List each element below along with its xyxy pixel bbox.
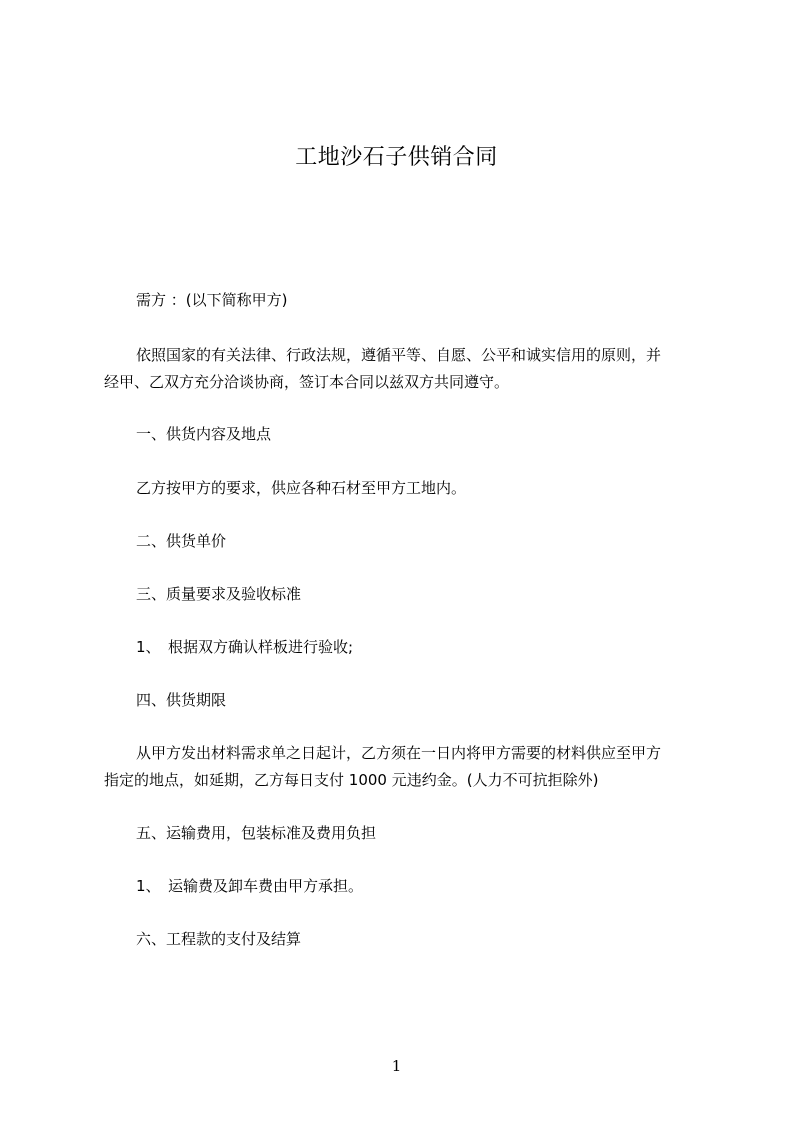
- section-5-item-1: [136, 876, 363, 896]
- section-2-heading: 二、供货单价: [136, 532, 227, 550]
- intro-line-1: 依照国家的有关法律、行政法规，遵循平等、自愿、公平和诚实信用的原则，并: [136, 346, 662, 364]
- section-5-item-1-text: 运输费及卸车费由甲方承担。: [168, 877, 364, 895]
- intro-line-2: 经甲、乙双方充分洽谈协商，签订本合同以兹双方共同遵守。: [104, 373, 510, 391]
- section-3-item-1: [136, 637, 353, 657]
- section-3-item-1-text: 根据双方确认样板进行验收;: [168, 638, 354, 656]
- page-number: 1: [391, 1057, 402, 1075]
- section-3-item-1-number: 1、: [136, 638, 161, 656]
- document-title: 工地沙石子供销合同: [295, 145, 498, 170]
- section-5-heading: 五、运输费用，包装标准及费用负担: [136, 824, 377, 842]
- section-3-heading: 三、质量要求及验收标准: [136, 585, 302, 603]
- buyer-line: 需方 ：(以下简称甲方): [136, 291, 288, 309]
- section-4-line-2: 指定的地点，如延期，乙方每日支付 1000 元违约金。(人力不可抗拒除外): [104, 771, 599, 789]
- section-4-line-1: 从甲方发出材料需求单之日起计，乙方须在一日内将甲方需要的材料供应至甲方: [136, 744, 662, 762]
- section-5-item-1-number: 1、: [136, 877, 161, 895]
- section-4-heading: 四、供货期限: [136, 691, 227, 709]
- section-1-heading: 一、供货内容及地点: [136, 425, 272, 443]
- section-6-heading: 六、工程款的支付及结算: [136, 930, 302, 948]
- section-1-body: 乙方按甲方的要求，供应各种石材至甲方工地内。: [136, 479, 467, 497]
